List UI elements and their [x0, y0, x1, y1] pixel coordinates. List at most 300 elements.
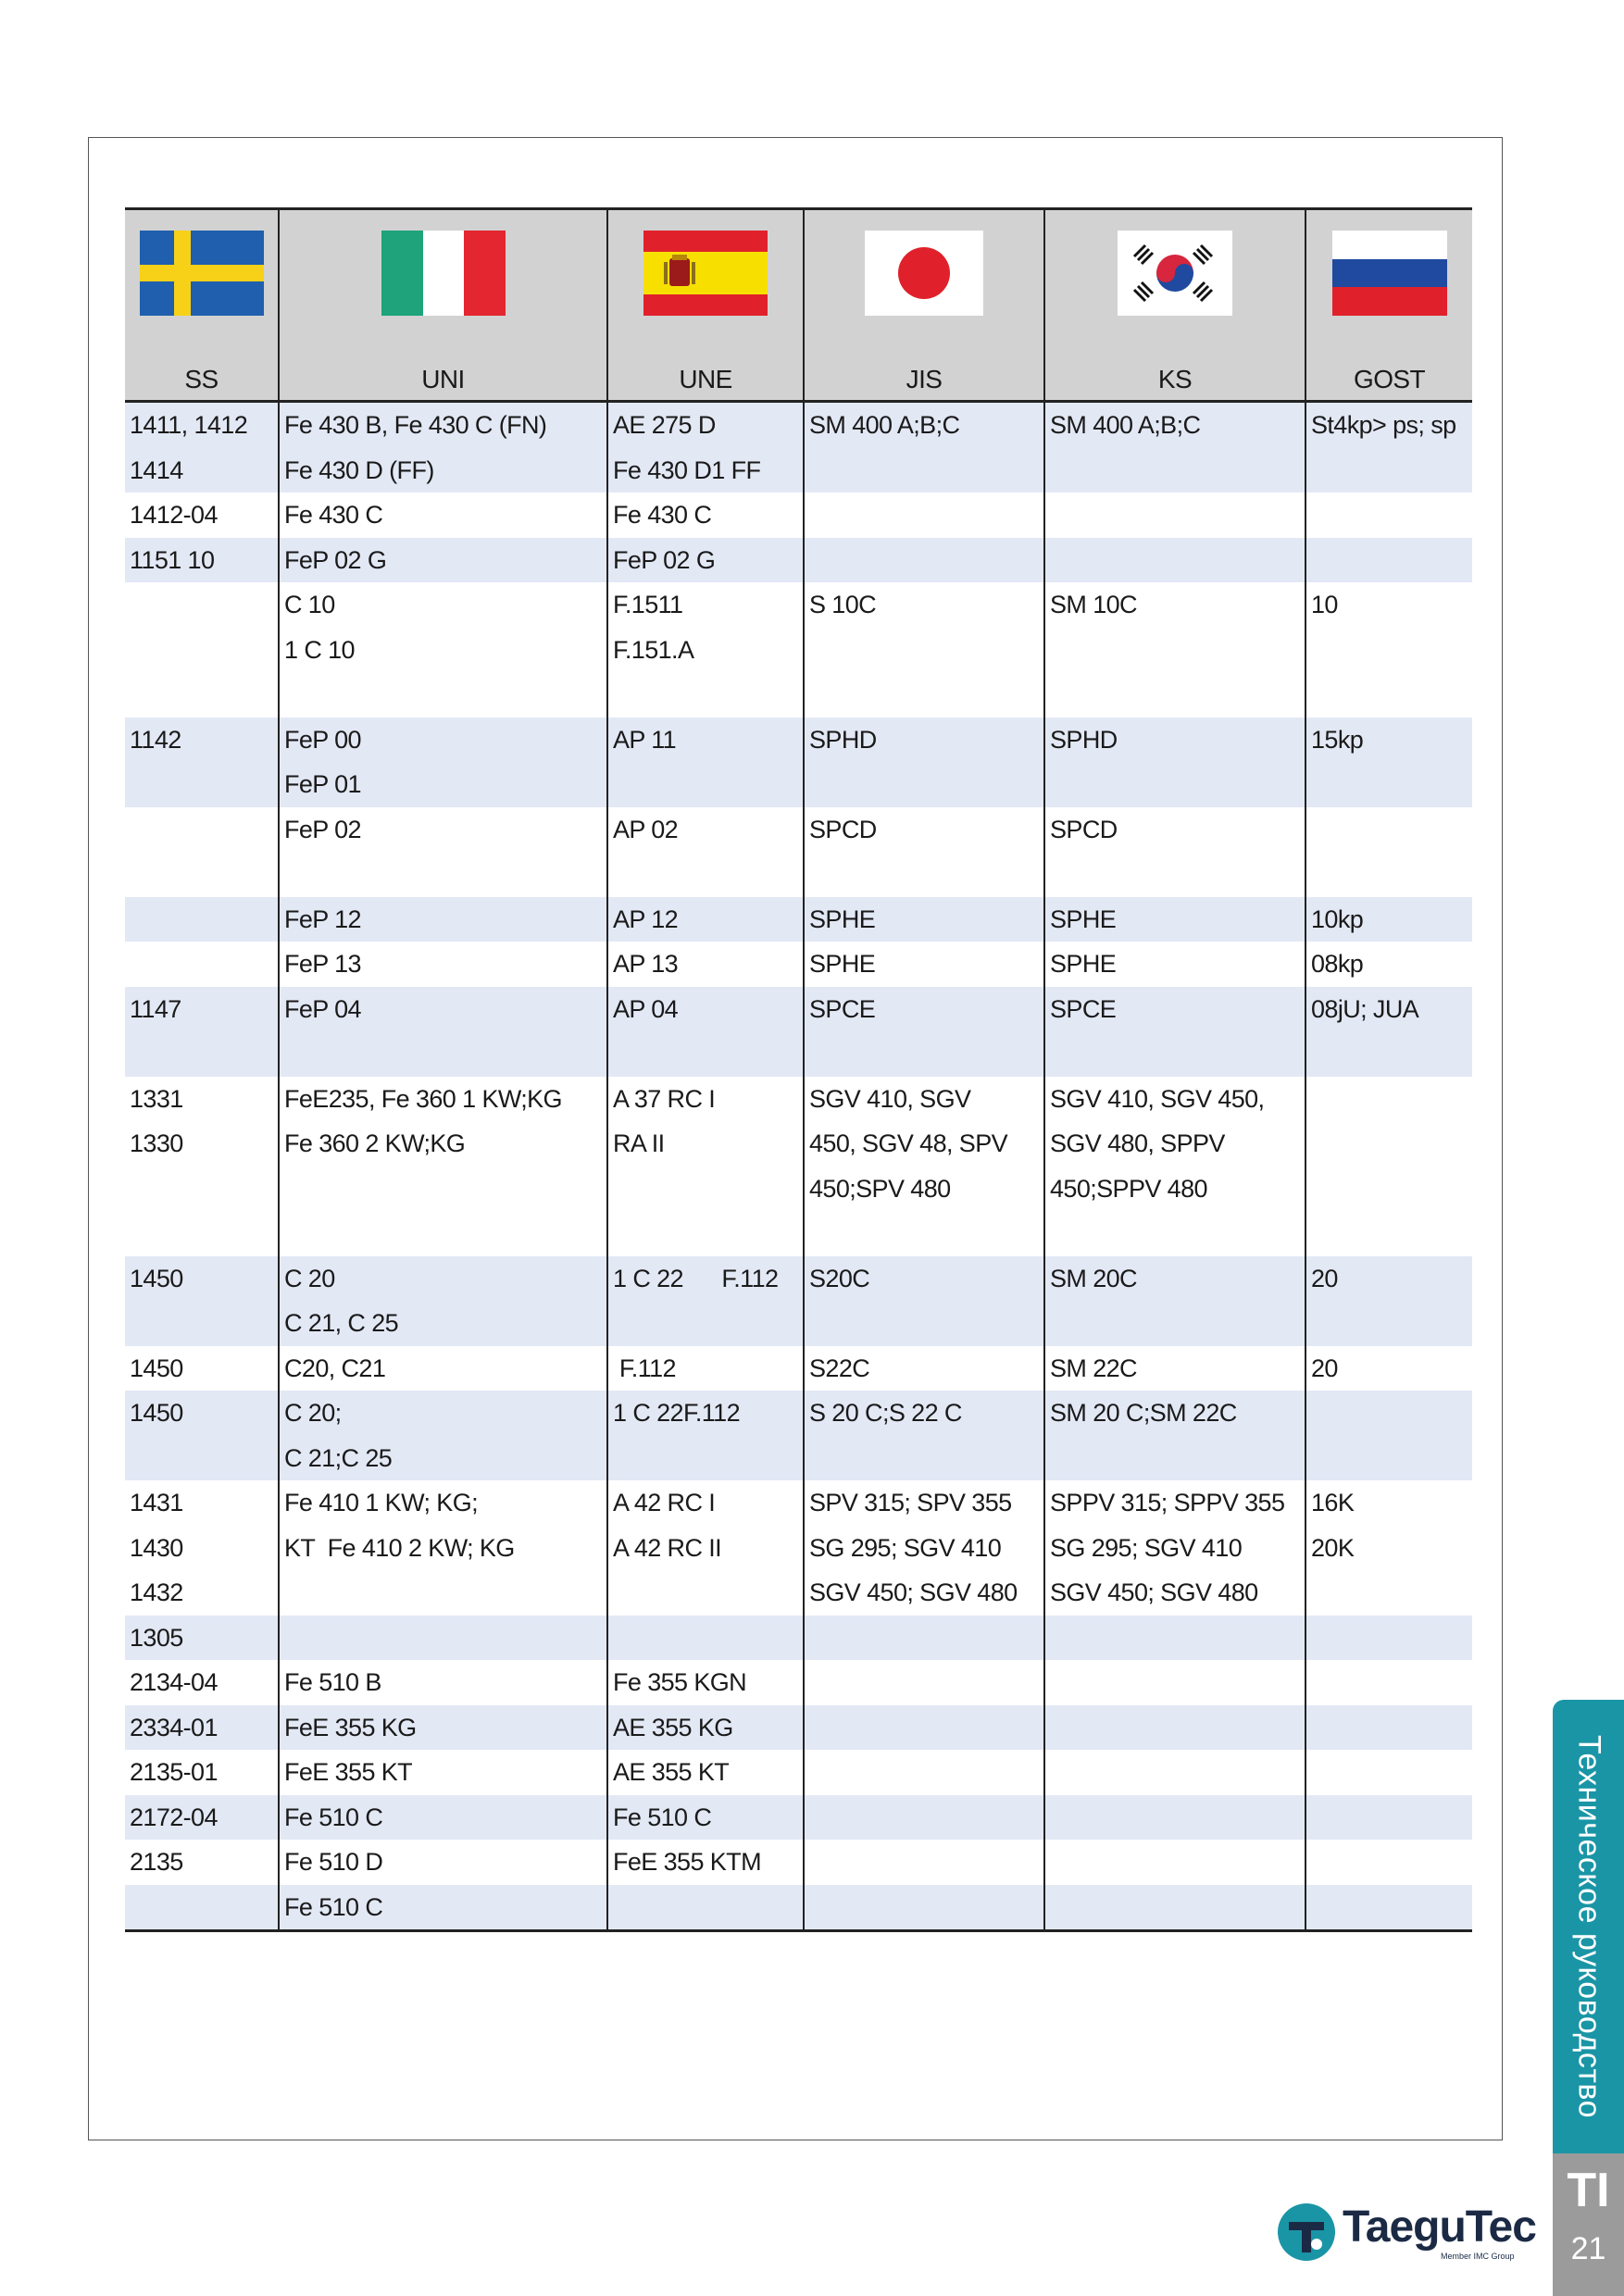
- cell-ss: [125, 897, 279, 942]
- table-row: [125, 402, 1472, 493]
- cell-line: Fe 430 D (FF): [284, 455, 434, 484]
- cell-line: 1147: [130, 994, 181, 1023]
- cell-line: SGV 450; SGV 480: [1050, 1578, 1258, 1606]
- cell-ks: [1044, 582, 1305, 718]
- cell-uni: [279, 1705, 607, 1751]
- table-row: [125, 493, 1472, 538]
- empty-line: [1311, 1077, 1468, 1122]
- empty-line: [809, 1705, 1039, 1751]
- cell-line: 450;SPV 480: [809, 1174, 951, 1203]
- cell-line: A 42 RC I: [613, 1489, 716, 1516]
- cell-jis: [804, 987, 1044, 1077]
- cell-gost: [1305, 1256, 1472, 1346]
- empty-line: [1050, 1885, 1300, 1930]
- taegutec-logo-icon: [1276, 2202, 1337, 2263]
- cell-line: AP 11: [613, 725, 677, 754]
- cell-ss: [125, 1750, 279, 1795]
- cell-uni: [279, 897, 607, 942]
- cell-line: AE 355 KT: [613, 1758, 730, 1786]
- empty-line: [1311, 1660, 1468, 1705]
- cell-ss: [125, 1480, 279, 1616]
- cell-line: Fe 360 2 KW;KG: [284, 1129, 466, 1157]
- cell-jis: [804, 1795, 1044, 1841]
- cell-line: 1305: [130, 1623, 183, 1652]
- cell-line: 2172-04: [130, 1803, 218, 1831]
- empty-line: [1311, 538, 1468, 583]
- cell-une: [607, 538, 804, 583]
- cell-line: Fe 430 C: [284, 501, 383, 529]
- cell-line: S 10C: [809, 591, 877, 618]
- table-row: [125, 897, 1472, 942]
- cell-gost: [1305, 1885, 1472, 1931]
- cell-ks: [1044, 807, 1305, 897]
- cell-une: [607, 1346, 804, 1391]
- cell-line: SPHE: [809, 950, 876, 978]
- header-label: JIS: [906, 365, 943, 393]
- cell-gost: [1305, 1705, 1472, 1751]
- cell-ss: [125, 1705, 279, 1751]
- cell-line: 08kp: [1311, 950, 1364, 978]
- cell-uni: [279, 1795, 607, 1841]
- cell-ks: [1044, 1660, 1305, 1705]
- cell-une: [607, 1480, 804, 1616]
- cell-ss: [125, 1077, 279, 1256]
- cell-line: C 21;C 25: [284, 1443, 393, 1472]
- sweden-flag-icon: [140, 231, 264, 316]
- table-row: [125, 1256, 1472, 1346]
- empty-line: [130, 897, 273, 942]
- header-uni: [279, 209, 607, 402]
- table-row: [125, 1750, 1472, 1795]
- cell-line: C 10: [284, 591, 335, 618]
- cell-jis: [804, 897, 1044, 942]
- cell-uni: [279, 1480, 607, 1616]
- table-row: [125, 1840, 1472, 1885]
- cell-une: [607, 1840, 804, 1885]
- cell-line: Fe 410 1 KW; KG;: [284, 1489, 478, 1516]
- cell-ss: [125, 1885, 279, 1931]
- cell-jis: [804, 402, 1044, 493]
- cell-une: [607, 402, 804, 493]
- header-label: SS: [184, 365, 219, 393]
- cell-ss: [125, 1795, 279, 1841]
- cell-ss: [125, 1391, 279, 1480]
- cell-ks: [1044, 942, 1305, 987]
- cell-uni: [279, 582, 607, 718]
- cell-uni: [279, 402, 607, 493]
- empty-line: [1311, 1750, 1468, 1795]
- cell-line: 08jU; JUA: [1311, 994, 1419, 1023]
- cell-line: A 42 RC II: [613, 1533, 722, 1562]
- cell-line: AE 355 KG: [613, 1713, 733, 1741]
- empty-line: [613, 1616, 798, 1661]
- cell-ss: [125, 987, 279, 1077]
- cell-line: FeE235, Fe 360 1 KW;KG: [284, 1084, 562, 1113]
- cell-line: S20C: [809, 1264, 870, 1292]
- cell-line: 20: [1311, 1354, 1338, 1382]
- cell-line: SPHD: [1050, 725, 1118, 754]
- cell-line: FeP 12: [284, 905, 361, 933]
- table-row: [125, 1795, 1472, 1841]
- cell-uni: [279, 807, 607, 897]
- cell-line: [809, 1211, 1039, 1256]
- empty-line: [809, 493, 1039, 538]
- cell-uni: [279, 538, 607, 583]
- section-box: [1553, 2153, 1624, 2296]
- cell-line: SPV 315; SPV 355: [809, 1489, 1012, 1516]
- cell-une: [607, 897, 804, 942]
- cell-ks: [1044, 718, 1305, 807]
- table-row: [125, 1346, 1472, 1391]
- empty-line: [1311, 1705, 1468, 1751]
- italy-flag-icon: [381, 231, 506, 316]
- cell-line: C 20: [284, 1264, 335, 1292]
- cell-une: [607, 582, 804, 718]
- taegutec-logo: [1276, 2202, 1536, 2263]
- cell-uni: [279, 1840, 607, 1885]
- cell-ks: [1044, 1077, 1305, 1256]
- cell-line: C 20;: [284, 1399, 342, 1427]
- cell-line: AP 04: [613, 994, 679, 1023]
- cell-jis: [804, 1705, 1044, 1751]
- cell-ks: [1044, 1750, 1305, 1795]
- cell-line: SPHE: [1050, 905, 1117, 933]
- cell-line: SPCE: [1050, 994, 1117, 1023]
- cell-line: 1431: [130, 1489, 183, 1516]
- cell-line: AE 275 D: [613, 411, 716, 439]
- cell-uni: [279, 718, 607, 807]
- cell-gost: [1305, 987, 1472, 1077]
- cell-une: [607, 1885, 804, 1931]
- cell-line: SM 20 C;SM 22C: [1050, 1399, 1237, 1427]
- cell-gost: [1305, 1077, 1472, 1256]
- cell-line: 1151 10: [130, 545, 215, 574]
- empty-line: [1311, 493, 1468, 538]
- page-number: 21: [1570, 2231, 1606, 2266]
- empty-line: [1311, 1840, 1468, 1885]
- cell-uni: [279, 493, 607, 538]
- logo-subtitle: Member IMC Group: [1441, 2252, 1515, 2261]
- cell-ks: [1044, 1346, 1305, 1391]
- empty-line: [130, 807, 273, 853]
- cell-line: [284, 672, 602, 718]
- cell-line: 2135-01: [130, 1758, 218, 1786]
- header-ks: [1044, 209, 1305, 402]
- cell-ks: [1044, 1256, 1305, 1346]
- table-row: [125, 942, 1472, 987]
- header-label: UNE: [679, 365, 732, 393]
- header-row: [125, 209, 1472, 402]
- cell-jis: [804, 942, 1044, 987]
- cell-line: 16K: [1311, 1489, 1355, 1516]
- side-tab-title: Техническое руководство: [1571, 1735, 1606, 2118]
- cell-line: SPHE: [809, 905, 876, 933]
- cell-line: [613, 672, 798, 718]
- cell-line: SPCE: [809, 994, 876, 1023]
- cell-uni: [279, 1616, 607, 1661]
- empty-line: [1050, 1795, 1300, 1841]
- cell-line: FeP 13: [284, 950, 361, 978]
- section-side-tab: [1553, 1700, 1624, 2153]
- cell-gost: [1305, 1391, 1472, 1480]
- empty-line: [1311, 1391, 1468, 1436]
- cell-line: F.1511: [613, 591, 683, 618]
- cell-line: F.112: [613, 1354, 676, 1382]
- cell-line: FeP 01: [284, 770, 361, 798]
- cell-line: 1432: [130, 1578, 183, 1606]
- cell-jis: [804, 1346, 1044, 1391]
- empty-line: [284, 1616, 602, 1661]
- cell-line: 1450: [130, 1264, 183, 1292]
- cell-gost: [1305, 1840, 1472, 1885]
- cell-line: C 21, C 25: [284, 1309, 399, 1337]
- cell-ss: [125, 402, 279, 493]
- cell-jis: [804, 1391, 1044, 1480]
- cell-ks: [1044, 987, 1305, 1077]
- cell-gost: [1305, 807, 1472, 897]
- cell-une: [607, 1256, 804, 1346]
- cell-line: Fe 510 C: [284, 1803, 383, 1831]
- cell-line: Fe 510 B: [284, 1668, 381, 1696]
- cell-line: 1411, 1412: [130, 411, 248, 439]
- cell-line: 1 C 22 F.112: [613, 1264, 779, 1292]
- cell-line: 10kp: [1311, 905, 1364, 933]
- header-gost: [1305, 209, 1472, 402]
- cell-line: FeE 355 KG: [284, 1713, 417, 1741]
- cell-une: [607, 942, 804, 987]
- empty-line: [809, 1660, 1039, 1705]
- cell-line: AP 02: [613, 815, 679, 843]
- empty-line: [130, 1885, 273, 1930]
- cell-ks: [1044, 1840, 1305, 1885]
- empty-line: [809, 1616, 1039, 1661]
- cell-uni: [279, 942, 607, 987]
- cell-jis: [804, 807, 1044, 897]
- cell-line: SG 295; SGV 410: [809, 1533, 1002, 1562]
- cell-ss: [125, 493, 279, 538]
- table-row: [125, 538, 1472, 583]
- cell-line: Fe 430 C: [613, 501, 712, 529]
- logo-wordmark: TaeguTec: [1343, 2202, 1536, 2252]
- cell-line: AP 13: [613, 950, 679, 978]
- cell-uni: [279, 987, 607, 1077]
- cell-line: RA II: [613, 1129, 665, 1157]
- cell-une: [607, 1705, 804, 1751]
- cell-line: SPHD: [809, 725, 877, 754]
- empty-line: [809, 1840, 1039, 1885]
- cell-line: 2135: [130, 1848, 183, 1876]
- russia-flag-icon: [1332, 231, 1447, 316]
- cell-line: AP 12: [613, 905, 679, 933]
- cell-line: 450, SGV 48, SPV: [809, 1129, 1008, 1157]
- cell-line: SM 400 A;B;C: [809, 411, 960, 439]
- empty-line: [1311, 1616, 1468, 1661]
- cell-line: SPCD: [809, 815, 877, 843]
- cell-line: SPHE: [1050, 950, 1117, 978]
- cell-gost: [1305, 1346, 1472, 1391]
- cell-gost: [1305, 1616, 1472, 1661]
- header-label: GOST: [1354, 365, 1425, 393]
- cell-uni: [279, 1750, 607, 1795]
- cell-line: 1330: [130, 1129, 183, 1157]
- cell-line: SM 20C: [1050, 1264, 1137, 1292]
- cell-line: S 20 C;S 22 C: [809, 1399, 962, 1427]
- header-ss: [125, 209, 279, 402]
- cell-line: FeP 04: [284, 994, 361, 1023]
- cell-line: 1142: [130, 725, 181, 754]
- cell-gost: [1305, 1750, 1472, 1795]
- cell-line: SM 22C: [1050, 1354, 1137, 1382]
- cell-jis: [804, 582, 1044, 718]
- empty-line: [130, 582, 273, 628]
- cell-jis: [804, 1616, 1044, 1661]
- cell-line: F.151.A: [613, 635, 694, 664]
- empty-line: [1050, 1840, 1300, 1885]
- empty-line: [809, 1885, 1039, 1930]
- cell-ks: [1044, 1885, 1305, 1931]
- cell-une: [607, 493, 804, 538]
- cell-line: Fe 430 D1 FF: [613, 455, 761, 484]
- cell-gost: [1305, 1660, 1472, 1705]
- cell-ks: [1044, 1616, 1305, 1661]
- cell-line: Fe 355 KGN: [613, 1668, 747, 1696]
- cell-gost: [1305, 718, 1472, 807]
- cell-line: 1450: [130, 1399, 183, 1427]
- cell-line: FeP 02: [284, 815, 361, 843]
- cell-gost: [1305, 942, 1472, 987]
- cell-ks: [1044, 538, 1305, 583]
- cell-line: 20: [1311, 1264, 1338, 1292]
- cell-line: [284, 852, 602, 897]
- cell-ss: [125, 1616, 279, 1661]
- cell-line: SG 295; SGV 410: [1050, 1533, 1243, 1562]
- cell-line: S22C: [809, 1354, 870, 1382]
- cell-line: FeE 355 KTM: [613, 1848, 761, 1876]
- cell-gost: [1305, 897, 1472, 942]
- cell-line: FeP 02 G: [613, 545, 716, 574]
- cell-jis: [804, 1750, 1044, 1795]
- cell-uni: [279, 1346, 607, 1391]
- cell-line: 15kp: [1311, 725, 1364, 754]
- empty-line: [1311, 807, 1468, 853]
- cell-jis: [804, 1660, 1044, 1705]
- cell-line: 1450: [130, 1354, 183, 1382]
- cell-ks: [1044, 1795, 1305, 1841]
- spain-flag-icon: [643, 231, 768, 316]
- south-korea-flag-icon: [1118, 231, 1232, 316]
- cell-jis: [804, 493, 1044, 538]
- cell-une: [607, 987, 804, 1077]
- cell-gost: [1305, 538, 1472, 583]
- empty-line: [1050, 1750, 1300, 1795]
- table-row: [125, 1391, 1472, 1480]
- empty-line: [613, 1885, 798, 1930]
- cell-gost: [1305, 402, 1472, 493]
- cell-line: 2134-04: [130, 1668, 218, 1696]
- empty-line: [130, 942, 273, 987]
- steel-grade-comparison-table: [125, 207, 1472, 1932]
- cell-line: Fe 510 C: [613, 1803, 712, 1831]
- cell-gost: [1305, 1480, 1472, 1616]
- cell-line: FeE 355 KT: [284, 1758, 413, 1786]
- cell-line: 450;SPPV 480: [1050, 1174, 1207, 1203]
- cell-line: 1430: [130, 1533, 183, 1562]
- empty-line: [1311, 1795, 1468, 1841]
- cell-line: SPPV 315; SPPV 355: [1050, 1489, 1285, 1516]
- table-row: [125, 1077, 1472, 1256]
- section-code: TI: [1567, 2164, 1610, 2217]
- cell-une: [607, 1660, 804, 1705]
- cell-uni: [279, 1660, 607, 1705]
- cell-ks: [1044, 1391, 1305, 1480]
- cell-line: SGV 450; SGV 480: [809, 1578, 1018, 1606]
- table-row: [125, 987, 1472, 1077]
- cell-line: [284, 1031, 602, 1077]
- cell-line: Fe 510 C: [284, 1892, 383, 1921]
- table-row: [125, 582, 1472, 718]
- japan-flag-icon: [865, 231, 983, 316]
- cell-ss: [125, 1660, 279, 1705]
- empty-line: [1311, 1885, 1468, 1930]
- empty-line: [809, 1795, 1039, 1841]
- cell-jis: [804, 1256, 1044, 1346]
- cell-ks: [1044, 1705, 1305, 1751]
- cell-line: 1414: [130, 455, 183, 484]
- cell-gost: [1305, 1795, 1472, 1841]
- cell-line: 10: [1311, 591, 1338, 618]
- cell-line: 2334-01: [130, 1713, 218, 1741]
- cell-uni: [279, 1256, 607, 1346]
- cell-ss: [125, 1346, 279, 1391]
- header-une: [607, 209, 804, 402]
- cell-ks: [1044, 402, 1305, 493]
- cell-line: SGV 410, SGV: [809, 1084, 971, 1113]
- cell-une: [607, 718, 804, 807]
- cell-line: SM 400 A;B;C: [1050, 411, 1201, 439]
- cell-uni: [279, 1077, 607, 1256]
- table-row: [125, 1616, 1472, 1661]
- table-body: [125, 402, 1472, 1931]
- table-row: [125, 718, 1472, 807]
- empty-line: [1050, 1705, 1300, 1751]
- cell-ss: [125, 1840, 279, 1885]
- header-label: UNI: [421, 365, 465, 393]
- cell-jis: [804, 718, 1044, 807]
- cell-une: [607, 1795, 804, 1841]
- cell-line: SM 10C: [1050, 591, 1137, 618]
- table-row: [125, 1660, 1472, 1705]
- cell-line: FeP 00: [284, 725, 361, 754]
- cell-line: 1331: [130, 1084, 183, 1113]
- table-row: [125, 807, 1472, 897]
- empty-line: [1050, 493, 1300, 538]
- cell-gost: [1305, 493, 1472, 538]
- cell-gost: [1305, 582, 1472, 718]
- cell-ss: [125, 942, 279, 987]
- cell-line: C20, C21: [284, 1354, 386, 1382]
- table-row: [125, 1480, 1472, 1616]
- cell-jis: [804, 1077, 1044, 1256]
- cell-uni: [279, 1885, 607, 1931]
- cell-ks: [1044, 1480, 1305, 1616]
- cell-jis: [804, 538, 1044, 583]
- empty-line: [1050, 1660, 1300, 1705]
- cell-line: Fe 510 D: [284, 1848, 383, 1876]
- cell-line: 1 C 10: [284, 635, 355, 664]
- header-label: KS: [1157, 365, 1193, 393]
- cell-uni: [279, 1391, 607, 1480]
- cell-ss: [125, 807, 279, 897]
